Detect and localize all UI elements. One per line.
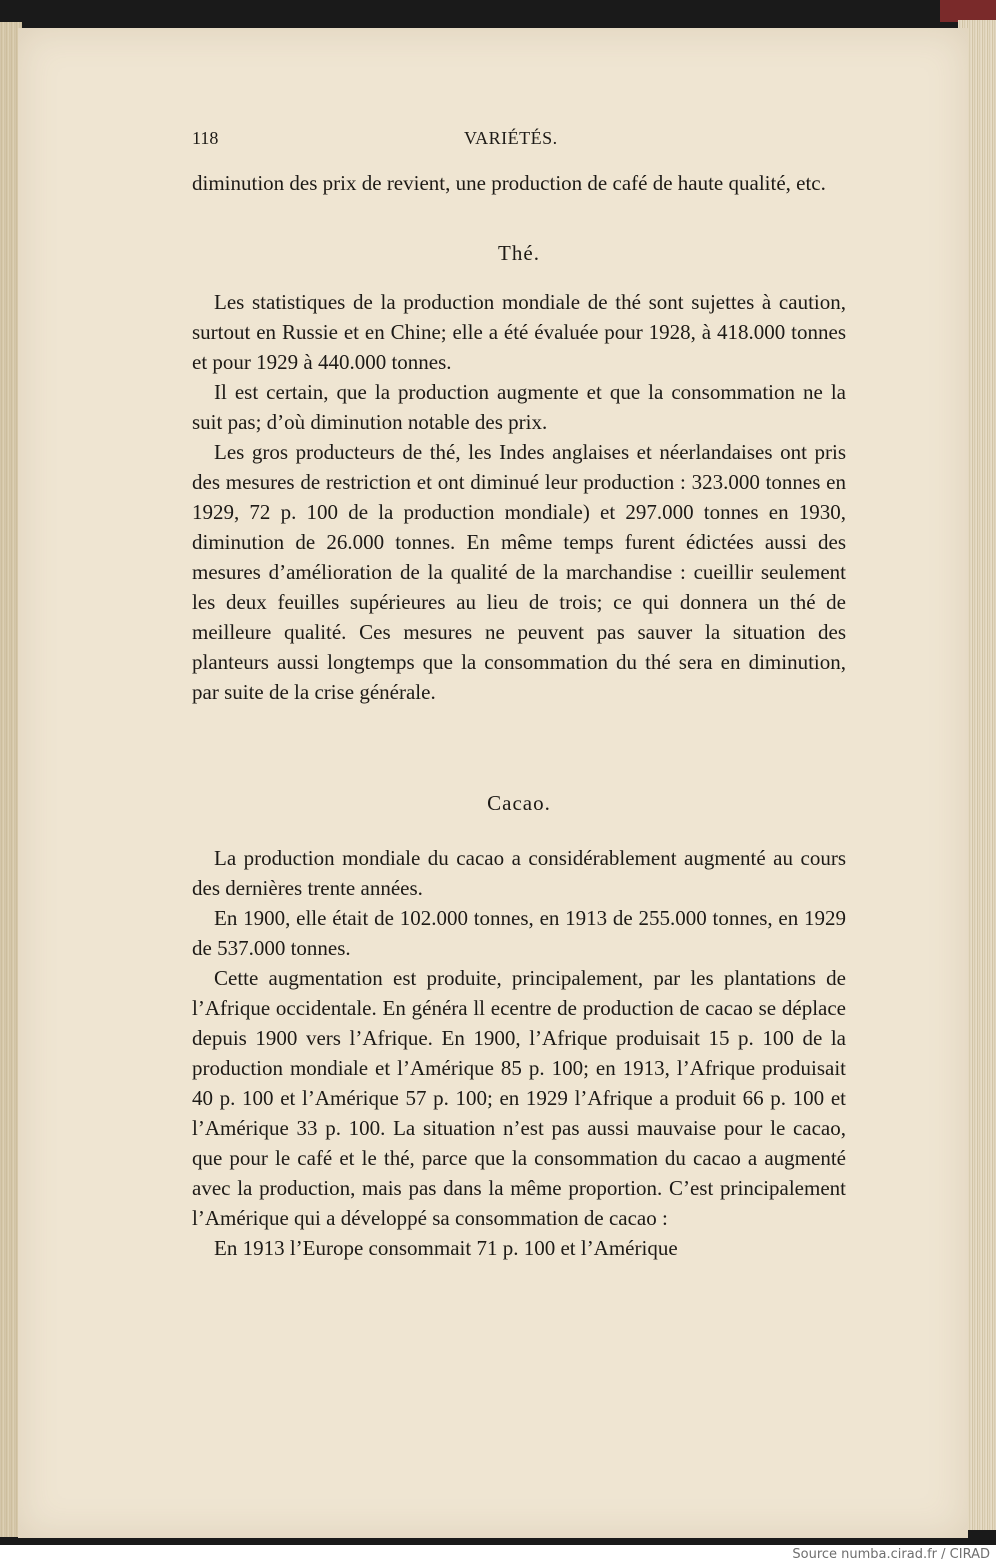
section-title-the: Thé. bbox=[498, 241, 540, 265]
section-title-cacao: Cacao. bbox=[487, 791, 551, 815]
paragraph: Les gros producteurs de thé, les Indes anglaises et néerlandaises ont pris des mesures de restriction et ont diminué leur production : 323.000 tonnes en 1929, 72 p. 100 de la production mondiale) et 297.000 tonnes en 1930, diminution de 26.000 tonnes. En même temps furent édictées aussi des mesures d’amélioration de la qualité de la marchandise : cueillir seulement les deux feuilles supérieures au lieu de trois; ce qui donnera un thé de meilleure qualité. Ces mesures ne peuvent pas sauver la situation des planteurs aussi longtemps que la consommation du thé sera en diminution, par suite de la crise générale. bbox=[192, 440, 846, 704]
paragraph: Les statistiques de la production mondiale de thé sont sujettes à caution, surtout en Russie et en Chine; elle a été évaluée pour 1928, à 418.000 tonnes et pour 1929 à 440.000 tonnes. bbox=[192, 290, 846, 374]
paragraph: La production mondiale du cacao a considérablement augmenté au cours des dernières trente années. bbox=[192, 846, 846, 900]
section-the-body bbox=[192, 287, 846, 707]
paragraph: En 1913 l’Europe consommait 71 p. 100 et l’Amérique bbox=[214, 1236, 678, 1260]
intro-paragraph: diminution des prix de revient, une production de café de haute qualité, etc. bbox=[192, 171, 826, 195]
paragraph: En 1900, elle était de 102.000 tonnes, en 1913 de 255.000 tonnes, en 1929 de 537.000 tonnes. bbox=[192, 906, 846, 960]
paragraph: Il est certain, que la production augmente et que la consommation ne la suit pas; d’où diminution notable des prix. bbox=[192, 380, 846, 434]
intro-block bbox=[192, 168, 846, 198]
paragraph: Cette augmentation est produite, principalement, par les plantations de l’Afrique occidentale. En généra ll ecentre de production de cacao se déplace depuis 1900 vers l’Afrique. En 1900, l’Afrique produisait 15 p. 100 de la production mondiale et l’Amérique 85 p. 100; en 1913, l’Afrique produisait 40 p. 100 et l’Amérique 57 p. 100; en 1929 l’Afrique a produit 66 p. 100 et l’Amérique 33 p. 100. La situation n’est pas aussi mauvaise pour le cacao, que pour le café et le thé, parce que la consommation du cacao a augmenté avec la production, mais pas dans la même proportion. C’est principalement l’Amérique qui a développé sa consommation de cacao : bbox=[192, 966, 846, 1230]
running-title: VARIÉTÉS. bbox=[464, 128, 558, 148]
page-number: 118 bbox=[192, 128, 219, 148]
source-credit: Source numba.cirad.fr / CIRAD bbox=[792, 1547, 990, 1562]
binding-tab bbox=[940, 0, 996, 22]
source-bar bbox=[0, 1545, 996, 1566]
page-header bbox=[192, 128, 846, 152]
section-cacao-body bbox=[192, 843, 846, 1263]
